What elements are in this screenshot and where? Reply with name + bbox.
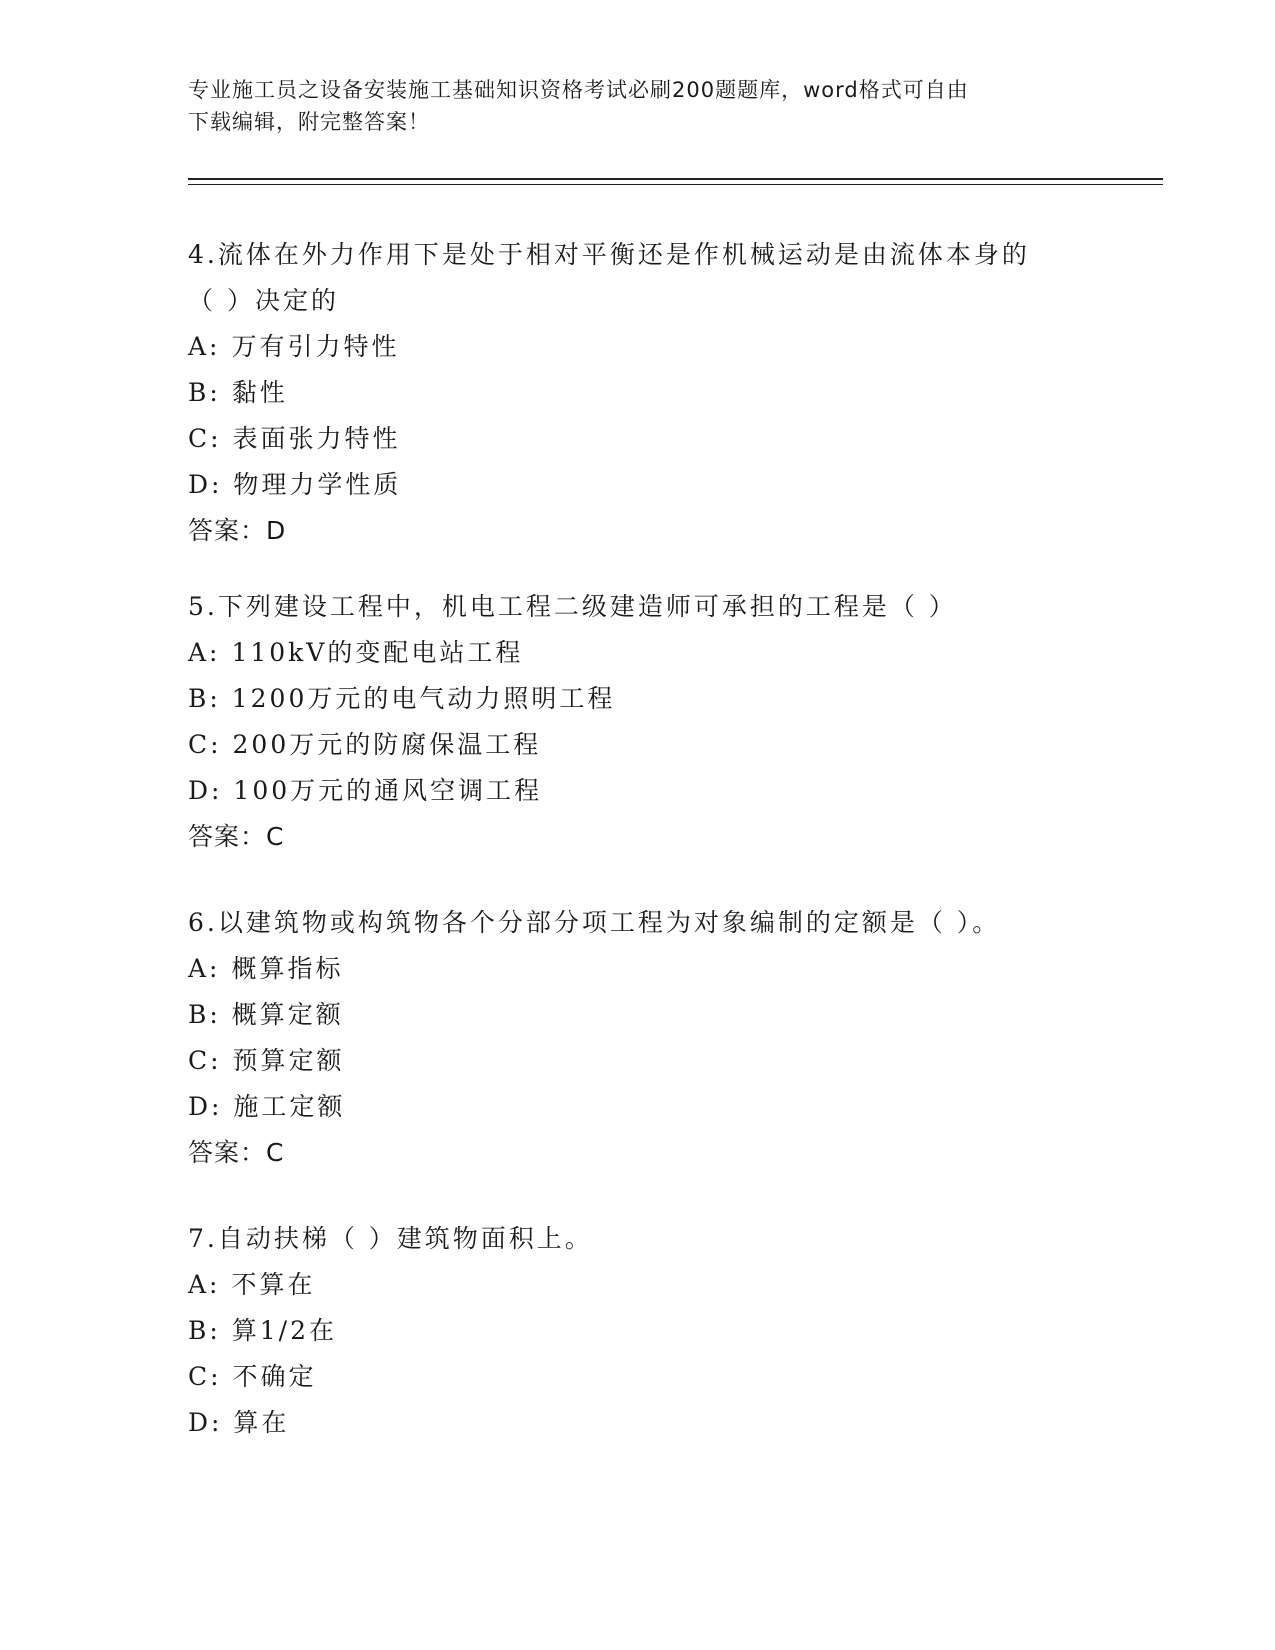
option-text: 不确定 (232, 1362, 317, 1391)
option-a (188, 1262, 1088, 1308)
option-b (188, 370, 1088, 416)
question-stem: 4.流体在外力作用下是处于相对平衡还是作机械运动是由流体本身的 (188, 240, 1030, 269)
option-letter: A: (188, 638, 221, 667)
option-text: 算1/2在 (231, 1316, 337, 1345)
option-c (188, 416, 1088, 462)
option-text: 1200万元的电气动力照明工程 (231, 684, 616, 713)
option-text: 100万元的通风空调工程 (233, 776, 543, 805)
question-5 (188, 584, 1088, 860)
question-stem-continued: （ ）决定的 (188, 286, 339, 315)
question-stem: 7.自动扶梯（ ）建筑物面积上。 (188, 1224, 593, 1253)
option-letter: B: (188, 684, 221, 713)
option-text: 概算定额 (231, 1000, 344, 1029)
answer-line: 答案：D (188, 516, 287, 545)
question-7 (188, 1216, 1088, 1446)
option-c (188, 722, 1088, 768)
header-rule-thick (188, 178, 1163, 180)
option-d (188, 1400, 1088, 1446)
option-text: 算在 (233, 1408, 290, 1437)
option-letter: A: (188, 332, 221, 361)
option-letter: B: (188, 1316, 221, 1345)
option-text: 预算定额 (232, 1046, 345, 1075)
answer-line: 答案：C (188, 1138, 285, 1167)
option-text: 施工定额 (233, 1092, 346, 1121)
option-c (188, 1038, 1088, 1084)
option-text: 物理力学性质 (233, 470, 402, 499)
option-text: 200万元的防腐保温工程 (232, 730, 542, 759)
option-text: 黏性 (231, 378, 288, 407)
option-letter: B: (188, 1000, 221, 1029)
question-4 (188, 232, 1088, 554)
option-letter: C: (188, 730, 222, 759)
option-letter: D: (188, 776, 223, 805)
answer-line: 答案：C (188, 822, 285, 851)
option-d (188, 768, 1088, 814)
option-text: 110kV的变配电站工程 (231, 638, 524, 667)
question-stem: 6.以建筑物或构筑物各个分部分项工程为对象编制的定额是（ ）。 (188, 908, 1001, 937)
option-letter: A: (188, 954, 221, 983)
option-letter: D: (188, 1408, 223, 1437)
option-d (188, 462, 1088, 508)
document-header (188, 74, 1088, 138)
question-6 (188, 900, 1088, 1176)
option-letter: A: (188, 1270, 221, 1299)
option-a (188, 630, 1088, 676)
option-text: 概算指标 (231, 954, 344, 983)
header-rule-thin (188, 184, 1163, 185)
option-letter: C: (188, 1046, 222, 1075)
option-letter: D: (188, 470, 223, 499)
option-letter: C: (188, 424, 222, 453)
option-b (188, 1308, 1088, 1354)
option-text: 表面张力特性 (232, 424, 401, 453)
option-letter: B: (188, 378, 221, 407)
option-letter: C: (188, 1362, 222, 1391)
header-line-2: 下载编辑，附完整答案！ (188, 110, 430, 134)
option-c (188, 1354, 1088, 1400)
question-stem: 5.下列建设工程中，机电工程二级建造师可承担的工程是（ ） (188, 592, 957, 621)
option-a (188, 946, 1088, 992)
option-b (188, 992, 1088, 1038)
option-text: 不算在 (231, 1270, 316, 1299)
option-b (188, 676, 1088, 722)
option-d (188, 1084, 1088, 1130)
option-text: 万有引力特性 (231, 332, 400, 361)
option-letter: D: (188, 1092, 223, 1121)
header-line-1: 专业施工员之设备安装施工基础知识资格考试必刷200题题库，word格式可自由 (188, 78, 969, 102)
option-a (188, 324, 1088, 370)
